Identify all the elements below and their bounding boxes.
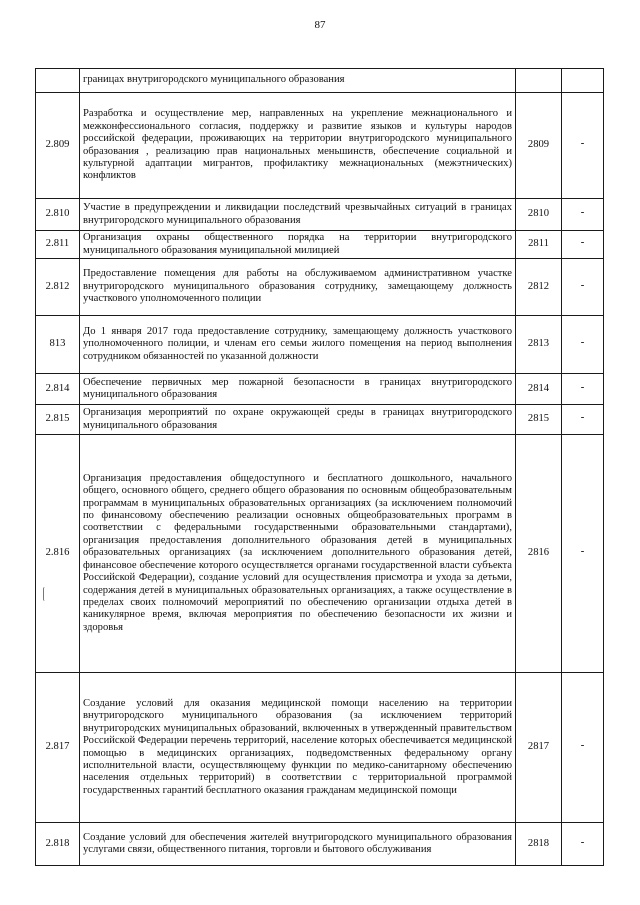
table-row xyxy=(36,823,604,866)
row-code: 2809 xyxy=(516,93,562,199)
row-mark-text: - xyxy=(580,337,585,349)
row-mark-text: - xyxy=(580,412,585,424)
row-number: 2.815 xyxy=(36,405,80,435)
row-number xyxy=(36,69,80,93)
row-number: 2.817 xyxy=(36,673,80,823)
row-mark-text: - xyxy=(580,207,585,219)
row-code: 2818 xyxy=(516,823,562,866)
row-text: Создание условий для оказания медицинской помощи населению на территории внутригородского муниципального образования (за исключением территорий внутригородских муниципальных образований, включенных в утвержденный правительством Российской Федерации перечень территорий, население которых обеспечивается медицинской помощью в медицинских организациях, подведомственных федеральному органу исполнительной власти, осуществляющему функции по медико-санитарному обеспечению населения отдельных территорий) в соответствии с территориальной программой государственных гарантий бесплатного оказания гражданам медицинской помощи xyxy=(80,673,516,823)
row-number: 2.809 xyxy=(36,93,80,199)
row-number: 2.816 xyxy=(36,435,80,673)
row-mark xyxy=(562,259,604,316)
row-text: Предоставление помещения для работы на обслуживаемом административном участке внутригородского муниципального образования сотруднику, замещающему должность участкового уполномоченного полиции xyxy=(80,259,516,316)
row-mark-text: - xyxy=(580,138,585,150)
table-row xyxy=(36,259,604,316)
table-row xyxy=(36,93,604,199)
page-number: 87 xyxy=(314,19,326,31)
row-code: 2817 xyxy=(516,673,562,823)
row-mark-text: - xyxy=(580,836,585,848)
row-mark xyxy=(562,69,604,93)
row-mark-text: - xyxy=(580,546,585,558)
row-mark-text: - xyxy=(580,381,585,393)
row-mark xyxy=(562,673,604,823)
scan-margin-mark xyxy=(43,587,47,601)
table-row xyxy=(36,69,604,93)
table-row xyxy=(36,405,604,435)
table-row xyxy=(36,231,604,259)
row-code: 2814 xyxy=(516,374,562,405)
row-number: 2.812 xyxy=(36,259,80,316)
row-mark-text: - xyxy=(580,279,585,291)
competence-table xyxy=(35,68,604,866)
row-mark xyxy=(562,435,604,673)
row-mark-text: - xyxy=(580,237,585,249)
row-mark xyxy=(562,374,604,405)
row-mark xyxy=(562,823,604,866)
row-text: Организация охраны общественного порядка на территории внутригородского муниципального образования муниципальной милицией xyxy=(80,231,516,259)
row-code: 2810 xyxy=(516,199,562,231)
row-text: Разработка и осуществление мер, направленных на укрепление межнационального и межконфессионального согласия, поддержку и развитие языков и культуры народов российской федерации, проживающих на территории внутригородского муниципального образования , реализацию прав национальных меньшинств, обеспечение социальной и культурной адаптации мигрантов, профилактику межнациональных (межэтнических) конфликтов xyxy=(80,93,516,199)
table-row xyxy=(36,435,604,673)
row-number: 2.810 xyxy=(36,199,80,231)
table-row xyxy=(36,316,604,374)
row-text: границах внутригородского муниципального образования xyxy=(80,69,516,93)
row-mark xyxy=(562,405,604,435)
row-mark xyxy=(562,231,604,259)
table-row xyxy=(36,673,604,823)
row-number: 2.818 xyxy=(36,823,80,866)
row-code: 2813 xyxy=(516,316,562,374)
row-code: 2812 xyxy=(516,259,562,316)
table-row xyxy=(36,199,604,231)
row-code: 2811 xyxy=(516,231,562,259)
row-number: 813 xyxy=(36,316,80,374)
row-code xyxy=(516,69,562,93)
row-number: 2.811 xyxy=(36,231,80,259)
row-mark xyxy=(562,93,604,199)
row-text: Организация предоставления общедоступного и бесплатного дошкольного, начального общего, основного общего, среднего общего образования по основным общеобразовательным программам в муниципальных образовательных организациях (за исключением полномочий по финансовому обеспечению реализации основных общеобразовательных программ в соответствии с федеральными государственными образовательными стандартами), организация предоставления дополнительного образования детей в муниципальных образовательных организациях (за исключением дополнительного образования детей, финансовое обеспечение которого осуществляется органами государственной власти субъекта Российской Федерации), создание условий для осуществления присмотра и ухода за детьми, содержания детей в муниципальных образовательных организациях, а также осуществление в пределах своих полномочий мероприятий по обеспечению организации отдыха детей в каникулярное время, включая мероприятия по обеспечению безопасности их жизни и здоровья xyxy=(80,435,516,673)
row-mark-text: - xyxy=(580,740,585,752)
row-text: Создание условий для обеспечения жителей внутригородского муниципального образования услугами связи, общественного питания, торговли и бытового обслуживания xyxy=(80,823,516,866)
row-text: До 1 января 2017 года предоставление сотруднику, замещающему должность участкового уполномоченного полиции, и членам его семьи жилого помещения на период выполнения сотрудником обязанностей по указанной должности xyxy=(80,316,516,374)
row-number: 2.814 xyxy=(36,374,80,405)
row-text: Участие в предупреждении и ликвидации последствий чрезвычайных ситуаций в границах внутригородского муниципального образования xyxy=(80,199,516,231)
row-code: 2815 xyxy=(516,405,562,435)
row-mark xyxy=(562,199,604,231)
row-text: Обеспечение первичных мер пожарной безопасности в границах внутригородского муниципального образования xyxy=(80,374,516,405)
table-row xyxy=(36,374,604,405)
row-text: Организация мероприятий по охране окружающей среды в границах внутригородского муниципального образования xyxy=(80,405,516,435)
row-mark xyxy=(562,316,604,374)
row-code: 2816 xyxy=(516,435,562,673)
